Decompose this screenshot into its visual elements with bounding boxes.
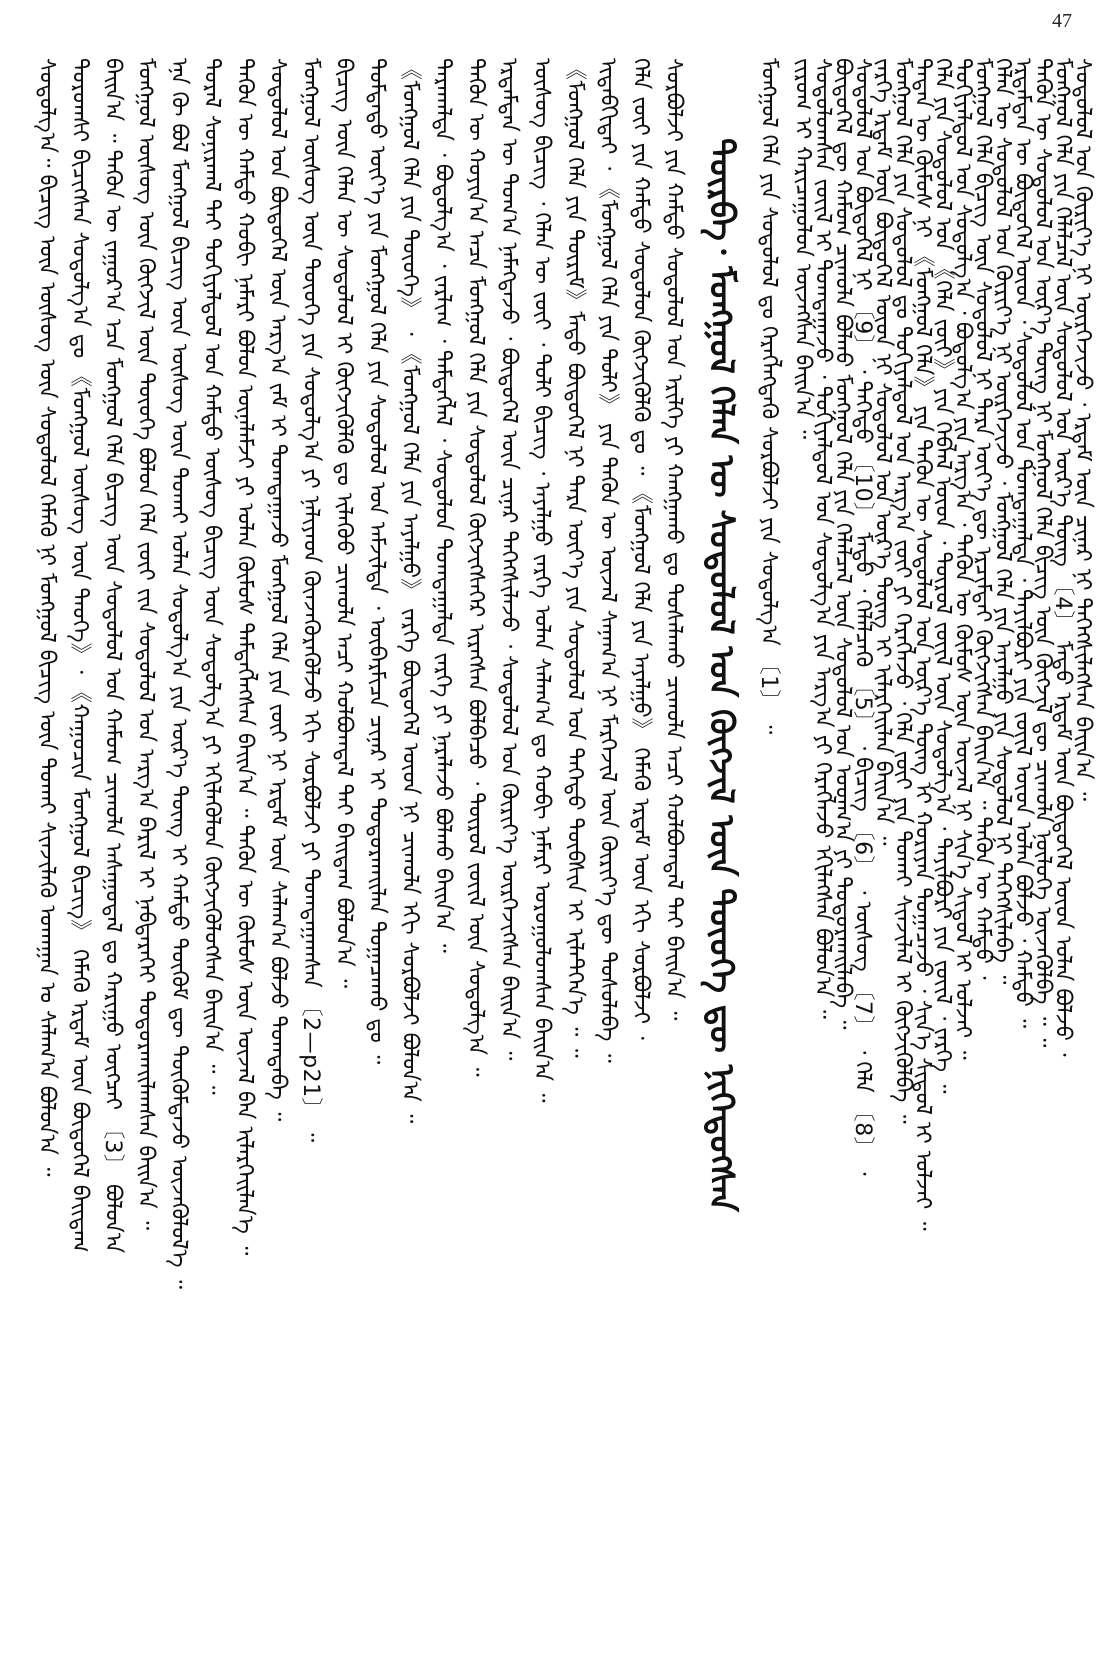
text-line: ᠬᠡᠯᠡᠨ ᠦ ᠰᠤᠳᠤᠯᠤᠯ ᠤᠨ ᠬᠦᠷᠢᠶ᠎ᠡ ᠨᠢ ᠥᠷᠭᠡᠵᠢᠵᠦ ᠂ ᠮᠣᠩᠭᠣᠯ ᠬᠡᠯᠡ ᠶᠢᠨ ᠠᠶᠠᠯᠭᠤ ᠶᠢᠨ ᠰᠤᠳᠤᠯᠤᠯ ᠨᠢ ᠳᠡᠭᠡᠭᠰᠢᠯᠡᠪᠡ ᠃ <box>990 58 1015 985</box>
text-line: ᠰᠤᠳᠤᠯᠤᠯ ᠤᠨ ᠪᠦᠲᠦᠭᠡᠯ ᠨᠢ 〔9〕 ᠂ ᠳᠡᠭᠡᠳᠦ 〔10〕 ᠮᠡᠲᠦ ᠂ ᠬᠡᠯᠡᠯᠴᠡᠬᠦ 〔5〕 ᠂ ᠪᠢᠴᠢᠭ᠌ 〔6〕 ᠂ ᠦᠰᠦᠭ 〔7〕 ᠂ ᠬᠡᠯᠡ 〔8〕 ᠂ <box>850 58 875 1176</box>
text-line: ᠰᠤᠳᠤᠯᠤᠯ ᠤᠨ ᠬᠦᠷᠢᠶ᠎ᠡ ᠨᠢ ᠥᠷᠭᠡᠵᠢᠵᠦ ᠂ ᠡᠷᠳᠡᠮ ᠦᠨ ᠴᠢᠨᠠᠷ ᠨᠢ ᠳᠡᠭᠡᠭᠰᠢᠯᠡᠭᠰᠡᠨ ᠪᠠᠢᠨ᠎ᠠ ᠃ <box>1070 58 1095 801</box>
column-divider <box>760 58 761 1648</box>
text-line: ᠲᠡᠭᠦᠨ ᠦ ᠰᠤᠳᠤᠯᠤᠯ ᠤᠨ ᠦᠷ᠎ᠡ ᠳᠦᠩ ᠨᠢ ᠮᠣᠩᠭᠣᠯ ᠬᠡᠯᠡ ᠪᠢᠴᠢᠭ᠌ ᠦᠨ ᠬᠥᠭᠵᠢᠯ ᠳᠦ ᠴᠢᠬᠤᠯᠠ ᠨᠥᠯᠦᠭᠡ ᠦᠵᠡᠭᠦᠯᠪᠡ ᠃ ᠃ <box>1030 58 1055 1048</box>
text-line: ᠳᠤᠮᠳᠠᠳᠤ ᠦᠶ᠎ᠡ ᠶᠢᠨ ᠮᠣᠩᠭᠣᠯ ᠬᠡᠯᠡ ᠶᠢᠨ ᠰᠤᠳᠤᠯᠤᠯ ᠤᠨ ᠠᠮᠵᠢᠯᠲᠠ ᠂ ᠥᠪᠡᠷᠮᠢᠴᠡ ᠴᠢᠨᠠᠷ ᠢ ᠲᠣᠳᠣᠷᠬᠠᠢᠯᠠᠨ ᠲᠣᠭᠠᠴᠠᠬᠤ ᠳᠤ ᠃ <box>364 58 389 1065</box>
text-line: 《ᠮᠣᠩᠭᠣᠯ ᠬᠡᠯᠡ ᠶᠢᠨ ᠳᠦᠷᠢᠮ》ᠮᠡᠲᠦ ᠪᠦᠲᠦᠭᠡᠯ ᠨᠢ ᠲᠡᠷᠡ ᠦᠶ᠎ᠡ ᠶᠢᠨ ᠰᠤᠳᠤᠯᠤᠯ ᠤᠨ ᠳᠡᠭᠡᠳᠦ ᠲᠦᠪᠰᠢᠨ ᠢ ᠢᠯᠡᠲᠭᠡᠨ᠎ᠡ ᠃ ᠃ <box>562 58 587 1058</box>
text-line: ᠵᠡᠷᠭᠡ ᠡᠷᠳᠡᠮ ᠦᠨ ᠪᠦᠲᠦᠭᠡᠯ ᠦᠳ ᠨᠢ ᠰᠤᠳᠤᠯᠤᠯ ᠤᠨ ᠦᠷ᠎ᠡ ᠳᠦᠩ ᠢ ᠢᠯᠡᠷᠬᠡᠢᠯᠡᠨ ᠪᠠᠢᠨ᠎ᠠ ᠃ <box>870 58 895 846</box>
page-number: 47 <box>1052 10 1072 32</box>
text-line: ᠵᠢᠷᠤᠭ ᠢ ᠬᠠᠷᠢᠴᠠᠭᠤᠯᠤᠨ ᠦᠵᠡᠭᠰᠡᠨ ᠪᠠᠢᠨ᠎ᠠ ᠃ <box>790 58 815 440</box>
text-line: ᠲᠡᠳᠡᠨ ᠦ ᠬᠦᠮᠦᠰ ᠨᠢ 《ᠮᠣᠩᠭᠣᠯ ᠬᠡᠯᠡ》 ᠶᠢᠨ ᠲᠡᠭᠦᠨ ᠦ ᠰᠤᠳᠤᠯᠤᠯ ᠤᠨ ᠦᠷ᠎ᠡ ᠳᠦᠩ ᠢ ᠬᠣᠷᠢᠶᠠᠨ ᠲᠣᠭᠠᠴᠠᠵᠤ ᠂ ᠰᠢᠨ᠎ᠡ ᠰᠢᠳᠦᠯ ᠢ ᠣᠯᠵᠠᠢ ᠃ <box>910 58 935 1231</box>
text-line: ᠡᠨᠡ ᠬᠦ ᠪᠣᠯ ᠮᠣᠩᠭᠣᠯ ᠪᠢᠴᠢᠭ᠌ ᠦᠨ ᠦᠰᠦᠭ ᠦᠨ ᠲᠤᠬᠠᠢ ᠣᠯᠠᠨ ᠰᠤᠳᠤᠯᠭ᠎ᠠ ᠶᠢᠨ ᠦᠷ᠎ᠡ ᠳᠦᠩ ᠢ ᠬᠠᠮᠲᠤ ᠳᠦᠭᠦᠮ ᠳᠦ ᠳᠦᠭᠦᠮᠳᠡᠵᠦ ᠦᠵᠡᠭᠦᠯᠦᠯ᠎ᠡ ᠃ <box>166 58 191 1290</box>
text-line: ᠮᠣᠩᠭᠣᠯ ᠦᠰᠦᠭ ᠦᠨ ᠬᠦᠭᠵᠢᠯ ᠦᠨ ᠲᠦᠦᠬᠡ ᠪᠣᠯᠤᠨ ᠬᠡᠯᠡ ᠵᠦᠢ ᠵᠢᠨ ᠰᠤᠳᠤᠯᠤᠯ ᠤᠨ ᠠᠷᠭ᠎ᠠ ᠪᠠᠷᠢᠯ ᠢ ᠨᠡᠪᠲᠡᠷᠡᠬᠡᠢ ᠲᠣᠳᠣᠷᠬᠠᠢᠯᠠᠭᠰᠠᠨ ᠪᠠᠢᠨ᠎ᠠ ᠃ <box>133 58 158 1231</box>
text-line: ᠡᠷᠳᠡᠮᠲᠡᠨ ᠦ ᠲᠣᠭ᠎ᠠ ᠨᠡᠮᠡᠭᠳᠡᠵᠦ ᠂ ᠪᠦᠲᠦᠭᠡᠯ ᠦᠨ ᠴᠢᠨᠠᠷ ᠳᠡᠭᠡᠭᠰᠢᠯᠡᠵᠦ ᠂ ᠰᠤᠳᠤᠯᠤᠯ ᠤᠨ ᠬᠦᠷᠢᠶ᠎ᠡ ᠥᠷᠭᠡᠵᠢᠭᠰᠡᠨ ᠪᠠᠢᠨ᠎ᠠ ᠃ <box>496 58 521 1061</box>
text-line: ᠰᠤᠷᠪᠤᠯᠵᠢ ᠶᠢᠨ ᠬᠠᠮᠲᠤ ᠰᠤᠳᠤᠯᠤᠯ ᠤᠨ ᠡᠷᠢᠯᠬᠡ ᠶᠢ ᠬᠠᠩᠭᠠᠬᠤ ᠳᠤ ᠲᠤᠰᠠᠯᠠᠬᠤ ᠴᠢᠬᠤᠯᠠ ᠠᠴᠢ ᠬᠣᠯᠪᠣᠭᠳᠠᠯ ᠲᠠᠢ ᠪᠠᠢᠨ᠎ᠠ ᠃ <box>661 58 686 1021</box>
text-line: ᠮᠣᠩᠭᠣᠯ ᠦᠰᠦᠭ ᠦᠨ ᠲᠦᠦᠬᠡ ᠶᠢᠨ ᠰᠤᠳᠤᠯᠭ᠎ᠠ ᠶᠢ ᠨᠡᠯᠢᠶᠡᠳ ᠭᠦᠨᠵᠡᠭᠦᠷᠡᠭᠦᠯᠵᠦ ᠡᠬᠢ ᠰᠤᠷᠪᠤᠯᠵᠢ ᠶᠢ ᠲᠣᠭᠲᠠᠭᠠᠭᠰᠠᠨ 〔2—p21〕 ᠃ <box>298 58 323 1143</box>
text-line: ᠲᠣᠬᠢᠶᠠᠯᠳᠤᠯ ᠤᠨ ᠰᠤᠳᠤᠯᠭ᠎ᠠ ᠂ ᠪᠣᠳᠤᠯᠭ᠎ᠠ ᠶᠢᠨ ᠠᠷᠭ᠎ᠠ ᠂ ᠲᠡᠭᠦᠨ ᠦ ᠬᠦᠮᠦᠰ ᠦᠨ ᠦᠵᠡᠯ ᠨᠢ ᠰᠢᠨ᠎ᠡ ᠰᠢᠳᠦᠯ ᠢ ᠣᠯᠵᠠᠢ ᠃ <box>950 58 975 1060</box>
section-heading: ᠳᠥᠷᠪᠡ᠂ ᠮᠣᠩᠭᠣᠯ ᠬᠡᠯᠡᠨ ᠦ ᠰᠤᠳᠤᠯᠤᠯ ᠤᠨ ᠬᠥᠭᠵᠢᠯ ᠦᠨ ᠲᠦᠦᠬᠡ ᠳᠦ ᠨᠢᠭᠡᠳᠦᠭᠰᠡᠨ <box>701 138 741 1212</box>
text-line: ᠬᠡᠯᠡ ᠶᠢᠨ ᠰᠤᠳᠤᠯᠤᠯ ᠤᠨ 《ᠬᠡᠯᠡ ᠵᠦᠢ》 ᠶᠢᠨ ᠬᠡᠪᠯᠡᠯ ᠦᠳ ᠂ ᠲᠥᠷᠦᠯ ᠵᠦᠢᠯ ᠦᠨ ᠰᠤᠳᠤᠯᠭ᠎ᠠ ᠂ ᠲᠠᠶᠢᠯᠪᠤᠷᠢ ᠶᠢᠨ ᠵᠦᠢᠯ ᠂ ᠵᠡᠷᠭᠡ ᠃ <box>930 58 955 1094</box>
right-text-column <box>786 58 1096 1658</box>
text-line: ᠳᠣᠷᠤᠭᠰᠢ ᠪᠢᠴᠢᠭᠰᠡᠨ ᠰᠤᠳᠤᠯᠭ᠎ᠠ ᠳᠤ 《ᠮᠣᠩᠭᠣᠯ ᠦᠰᠦᠭ ᠦᠨ ᠲᠡᠦᠬᠡ》᠂ 《ᠬᠠᠭᠤᠴᠢᠨ ᠮᠣᠩᠭᠣᠯ ᠪᠢᠴᠢᠭ᠌》 ᠬᠡᠮᠡᠬᠦ ᠡᠷᠳᠡᠮ ᠦᠨ ᠪᠦᠲᠦᠭᠡᠯ ᠪᠠᠢᠳᠠᠭ <box>67 58 92 1253</box>
text-line: ᠬᠡᠯᠡ ᠵᠦᠢ ᠶᠢᠨ ᠬᠠᠮᠲᠤ ᠰᠤᠳᠤᠯᠤᠨ ᠬᠥᠭᠵᠢᠭᠦᠯᠬᠦ ᠳᠤ ᠃ 《ᠮᠣᠩᠭᠣᠯ ᠬᠡᠯᠡ ᠶᠢᠨ ᠠᠶᠠᠯᠭᠤ》 ᠬᠡᠮᠡᠬᠦ ᠡᠷᠳᠡᠮ ᠦᠨ ᠡᠬᠢ ᠰᠤᠷᠪᠤᠯᠵᠢ ᠂ <box>628 58 653 1040</box>
text-line: ᠮᠣᠩᠭᠣᠯ ᠬᠡᠯᠡ ᠶᠢᠨ ᠰᠤᠳᠤᠯᠤᠯ ᠳᠤ ᠲᠣᠬᠢᠶᠠᠯᠳᠤᠯ ᠤᠨ ᠠᠷᠭ᠎ᠠ ᠵᠦᠢ ᠶᠢ ᠬᠡᠷᠡᠭᠯᠡᠵᠦ ᠂ ᠬᠡᠯᠡ ᠵᠦᠢ ᠶᠢᠨ ᠲᠤᠬᠠᠢ ᠰᠢᠨᠵᠢᠯᠡᠯ ᠢ ᠬᠦᠭᠵᠢᠭᠦᠯᠪᠡ ᠃ <box>890 58 915 1124</box>
text-line: ᠦᠰᠦᠭ ᠪᠢᠴᠢᠭ᠌ ᠂ ᠬᠡᠯᠡᠨ ᠦ ᠵᠦᠢ ᠂ ᠲᠣᠯᠢ ᠪᠢᠴᠢᠭ᠌ ᠂ ᠠᠶᠠᠯᠭᠤ ᠵᠡᠷᠭᠡ ᠣᠯᠠᠨ ᠰᠠᠯᠠᠭ᠎ᠠ ᠳᠤ ᠬᠤᠪᠢ ᠨᠡᠮᠡᠷᠢ ᠣᠷᠤᠭᠤᠯᠤᠭᠰᠠᠨ ᠪᠠᠢᠨ᠎ᠠ ᠃ <box>529 58 554 1103</box>
text-line: 《ᠮᠣᠩᠭᠣᠯ ᠬᠡᠯᠡ ᠶᠢᠨ ᠲᠦᠦᠬᠡ》 ᠂ 《ᠮᠣᠩᠭᠣᠯ ᠬᠡᠯᠡ ᠶᠢᠨ ᠠᠶᠠᠯᠭᠤ》 ᠵᠡᠷᠭᠡ ᠪᠦᠲᠦᠭᠡᠯ ᠦᠳ ᠨᠢ ᠴᠢᠬᠤᠯᠠ ᠡᠬᠢ ᠰᠤᠷᠪᠤᠯᠵᠢ ᠪᠣᠯᠣᠨ᠎ᠠ ᠃ <box>397 58 422 1124</box>
text-line: ᠢᠳᠡᠪᠬᠢᠲᠡᠢ ᠂ 《ᠮᠣᠩᠭᠣᠯ ᠬᠡᠯᠡ ᠶᠢᠨ ᠲᠣᠯᠢ》 ᠶᠢᠨ ᠲᠡᠭᠦᠨ ᠦ ᠦᠵᠡᠯ ᠰᠠᠨᠠᠭ᠎ᠠ ᠨᠢ ᠮᠡᠷᠭᠡᠵᠢᠯ ᠦᠨ ᠬᠦᠷᠢᠶ᠎ᠡ ᠳᠦ ᠲᠤᠰᠤᠯᠠᠪᠠ ᠃ <box>595 58 620 1063</box>
text-line: ᠪᠢᠴᠢᠭ᠌ ᠦᠨ ᠬᠡᠯᠡᠨ ᠦ ᠰᠤᠳᠤᠯᠤᠯ ᠢ ᠬᠥᠭᠵᠢᠭᠦᠯᠬᠦ ᠳᠤ ᠢᠯᠡᠭᠦᠦ ᠴᠢᠬᠤᠯᠠ ᠠᠴᠢ ᠬᠣᠯᠪᠣᠭᠳᠠᠯ ᠲᠠᠢ ᠪᠠᠢᠳᠠᠭ ᠪᠣᠯᠤᠨ᠎ᠠ ᠃ <box>331 58 356 989</box>
text-line: ᠮᠣᠩᠭᠣᠯ ᠬᠡᠯᠡ ᠶᠢᠨ ᠬᠡᠯᠡᠯᠴᠡᠯ ᠦᠨ ᠰᠤᠳᠤᠯᠤᠯ ᠤᠨ ᠦᠷ᠎ᠡ ᠳᠦᠩ 〔4〕 ᠮᠡᠲᠦ ᠡᠷᠳᠡᠮ ᠦᠨ ᠪᠦᠲᠦᠭᠡᠯ ᠦᠳ ᠣᠯᠠᠨ ᠪᠣᠯᠵᠤ ᠂ <box>1050 58 1075 1057</box>
text-line: ᠡᠷᠳᠡᠮᠲᠡᠨ ᠦ ᠪᠦᠲᠦᠭᠡᠯ ᠦᠳ ᠂ ᠰᠤᠳᠤᠯᠤᠯ ᠤᠨ ᠲᠣᠭᠲᠠᠭᠠᠯᠲᠠ ᠂ ᠲᠠᠶᠢᠯᠪᠤᠷᠢ ᠶᠢᠨ ᠵᠦᠢᠯ ᠦᠳ ᠣᠯᠠᠨ ᠪᠣᠯᠵᠤ ᠂ ᠬᠠᠮᠲᠤ ᠃ <box>1010 58 1035 1029</box>
text-line: ᠪᠠᠢᠨ᠎ᠠ ᠃ ᠲᠡᠭᠦᠨ ᠦ ᠵᠠᠭᠤᠷ᠎ᠠ ᠡᠴᠡ ᠮᠣᠩᠭᠣᠯ ᠬᠡᠯᠡ ᠪᠢᠴᠢᠭ᠌ ᠦᠨ ᠰᠤᠳᠤᠯᠤᠯ ᠤᠨ ᠬᠠᠮᠤᠭ ᠴᠢᠬᠤᠯᠠ ᠠᠰᠠᠭᠤᠳᠠᠯ ᠳᠤ ᠬᠠᠷᠢᠭᠤ ᠥᠭᠴᠡᠢ 〔3〕 ᠪᠣᠯᠤᠨ᠎ᠠ <box>100 58 125 1254</box>
left-text-column <box>30 58 781 1658</box>
text-line: ᠮᠣᠩᠭᠣᠯ ᠬᠡᠯᠡ ᠶᠢᠨ ᠰᠤᠳᠤᠯᠤᠯ ᠳᠤ ᠬᠡᠷᠡᠭᠯᠡᠭᠳᠡᠬᠦ ᠰᠤᠷᠪᠤᠯᠵᠢ ᠶᠢᠨ ᠰᠤᠳᠤᠯᠭ᠎ᠠ 〔1〕 ᠃ <box>756 58 781 735</box>
text-line: ᠲᠡᠭᠦᠨ ᠦ ᠬᠣᠶᠢᠨ᠎ᠠ ᠠᠴᠠ ᠮᠣᠩᠭᠣᠯ ᠬᠡᠯᠡ ᠶᠢᠨ ᠰᠤᠳᠤᠯᠤᠯ ᠬᠥᠭᠵᠢᠭᠰᠡᠭᠡᠷ ᠢᠷᠡᠭᠰᠡᠨ ᠪᠣᠯᠪᠠᠴᠤ ᠂ ᠲᠥᠷᠦᠯ ᠵᠦᠢᠯ ᠦᠨ ᠰᠤᠳᠤᠯᠭ᠎ᠠ ᠃ <box>463 58 488 1077</box>
text-line: ᠪᠦᠲᠦᠭᠡᠯ ᠳᠦ ᠬᠠᠮᠤᠭ ᠴᠢᠬᠤᠯᠠ ᠪᠣᠯᠬᠤ ᠮᠣᠩᠭᠣᠯ ᠬᠡᠯᠡ ᠶᠢᠨ ᠬᠡᠯᠡᠯᠴᠡᠯ ᠦᠨ ᠰᠤᠳᠤᠯᠤᠯ ᠤᠨ ᠤᠳᠬ᠎ᠠ ᠶᠢ ᠲᠣᠳᠣᠷᠬᠠᠢᠯᠠᠪᠠ ᠃ <box>830 58 855 1030</box>
text-line: ᠰᠤᠳᠤᠯᠤᠭᠰᠠᠨ ᠵᠦᠢᠯ ᠢ ᠲᠣᠭᠲᠠᠭᠠᠵᠤ ᠂ ᠲᠣᠬᠢᠶᠠᠯᠳᠤᠯ ᠤᠨ ᠰᠤᠳᠤᠯᠭ᠎ᠠ ᠶᠢᠨ ᠠᠷᠭ᠎ᠠ ᠶᠢ ᠬᠡᠷᠡᠭᠯᠡᠵᠦ ᠡᠬᠢᠯᠡᠭᠰᠡᠨ ᠪᠣᠯᠤᠨ᠎ᠠ ᠃ <box>810 58 835 1019</box>
text-line: ᠰᠤᠳᠤᠯᠭ᠎ᠠ᠃ ᠪᠢᠴᠢᠭ᠌ ᠦᠨ ᠦᠰᠦᠭ ᠦᠨ ᠰᠤᠳᠤᠯᠤᠯ ᠬᠡᠮᠡᠬᠦ ᠨᠢ ᠮᠣᠩᠭᠣᠯ ᠪᠢᠴᠢᠭ᠌ ᠦᠨ ᠲᠤᠬᠠᠢ ᠰᠢᠨᠵᠢᠯᠡᠬᠦ ᠤᠬᠠᠭᠠᠨ ᠤ ᠰᠠᠯᠠᠭ᠎ᠠ ᠪᠣᠯᠤᠨ᠎ᠠ ᠃ <box>34 58 59 1177</box>
text-line: ᠲᠠᠷᠠᠬᠠᠯᠲᠠ ᠂ ᠪᠣᠳᠤᠯᠭ᠎ᠠ ᠂ ᠵᠠᠷᠯᠢᠭ ᠂ ᠲᠡᠮᠳᠡᠭᠯᠡᠯ ᠂ ᠰᠤᠳᠤᠯᠤᠨ ᠲᠣᠭᠲᠠᠭᠠᠯᠲᠠ ᠵᠡᠷᠭᠡ ᠶᠢ ᠨᠡᠷᠡᠯᠡᠵᠦ ᠪᠣᠯᠬᠤ ᠪᠠᠢᠨ᠎ᠠ ᠃ <box>430 58 455 953</box>
text-line: ᠳᠤᠷᠠᠯ ᠰᠣᠨᠢᠷᠬᠠᠯ ᠲᠠᠢ ᠲᠣᠬᠢᠶᠠᠯᠳᠤᠯ ᠤᠨ ᠬᠠᠮᠲᠤ ᠦᠰᠦᠭ ᠪᠢᠴᠢᠭ᠌ ᠦᠨ ᠰᠤᠳᠤᠯᠭ᠎ᠠ ᠶᠢ ᠡᠬᠢᠯᠡᠭᠦᠯᠦᠨ ᠬᠥᠭᠵᠢᠭᠦᠯᠦᠭᠰᠡᠨ ᠪᠠᠢᠨ᠎ᠠ ᠃ ᠃ <box>199 58 224 1095</box>
text-line: ᠰᠤᠳᠤᠯᠤᠯ ᠤᠨ ᠪᠦᠲᠦᠭᠡᠯ ᠦᠨ ᠠᠷᠭ᠎ᠠ ᠵᠠᠮ ᠢ ᠲᠣᠭᠲᠠᠭᠠᠵᠤ ᠮᠣᠩᠭᠣᠯ ᠬᠡᠯᠡ ᠶᠢᠨ ᠵᠦᠢ ᠨᠢ ᠡᠷᠳᠡᠮ ᠦᠨ ᠰᠠᠯᠠᠭ᠎ᠠ ᠪᠣᠯᠵᠤ ᠲᠣᠭᠲᠠᠪᠠ ᠃ <box>265 58 290 1122</box>
text-line: ᠮᠣᠩᠭᠣᠯ ᠬᠡᠯᠡ ᠪᠢᠴᠢᠭ᠌ ᠦᠨ ᠰᠤᠳᠤᠯᠤᠯ ᠨᠢ ᠲᠡᠷᠡ ᠦᠶ᠎ᠡ ᠳᠦ ᠡᠷᠴᠢᠮᠲᠡᠢ ᠬᠥᠭᠵᠢᠭᠰᠡᠨ ᠪᠠᠢᠨ᠎ᠠ ᠃ ᠲᠡᠭᠦᠨ ᠦ ᠬᠠᠮᠲᠤ ᠂ <box>970 58 995 980</box>
text-line: ᠲᠡᠭᠦᠨ ᠦ ᠬᠠᠮᠲᠤ ᠬᠤᠪᠢ ᠨᠡᠮᠡᠷᠢ ᠪᠣᠯᠤᠨ ᠦᠨᠡᠯᠡᠮᠵᠢ ᠶᠢ ᠣᠯᠠᠨ ᠬᠦᠮᠦᠰ ᠲᠡᠮᠳᠡᠭᠯᠡᠭᠰᠡᠨ ᠪᠠᠢᠨ᠎ᠠ ᠃ ᠲᠡᠭᠦᠨ ᠦ ᠬᠦᠮᠦᠰ ᠦᠨ ᠦᠵᠡᠯ ᠪᠠᠨ ᠢᠯᠡᠷᠬᠡᠢᠯᠡᠨ᠎ᠡ ᠃ <box>232 58 257 1256</box>
